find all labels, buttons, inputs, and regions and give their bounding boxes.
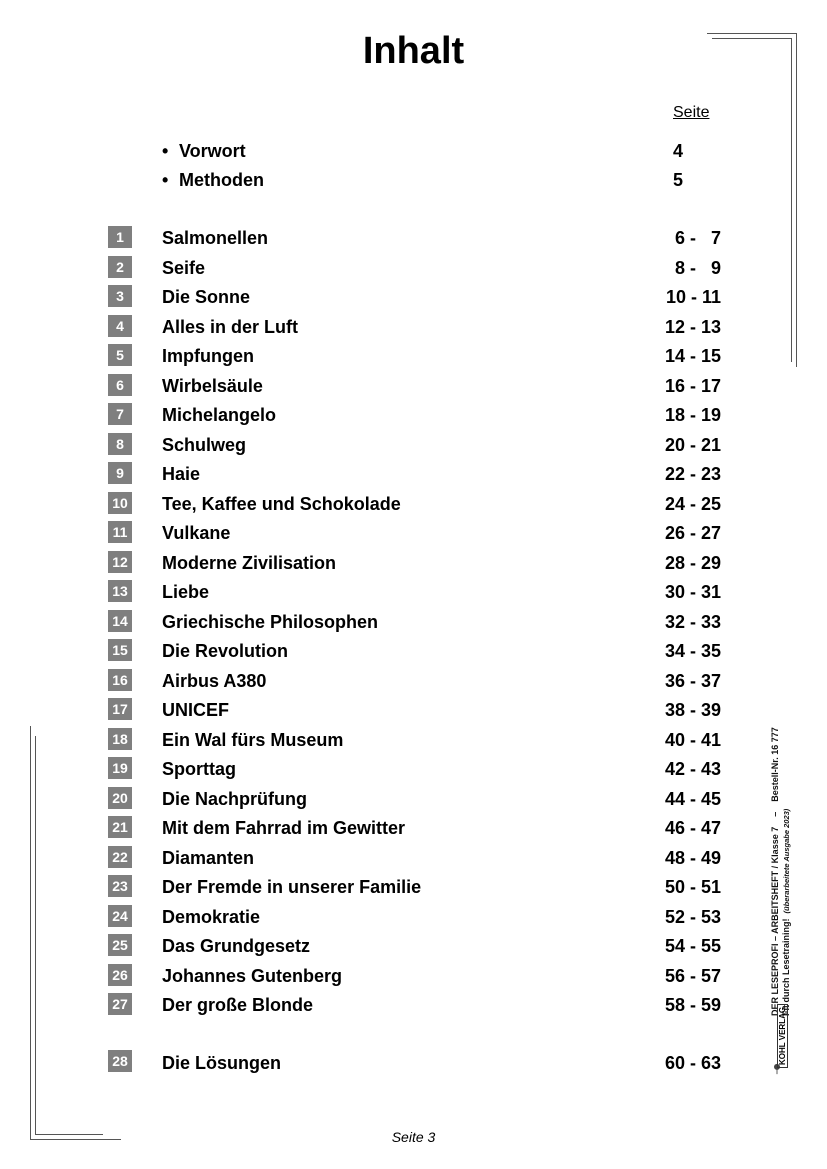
- chapter-number-badge: 4: [108, 315, 132, 337]
- chapter-pages: 50 - 51: [664, 877, 721, 897]
- chapter-pages: 28 - 29: [664, 553, 721, 573]
- chapter-number-badge: 26: [108, 964, 132, 986]
- chapter-pages: 34 - 35: [664, 641, 721, 661]
- intro-item-methoden: [162, 169, 264, 191]
- chapter-number-badge: 3: [108, 285, 132, 307]
- chapter-number-badge: 5: [108, 344, 132, 366]
- chapter-title: Haie: [162, 464, 201, 484]
- chapter-number-badge: 8: [108, 433, 132, 455]
- chapter-title: Vulkane: [162, 523, 231, 543]
- chapter-title: Moderne Zivilisation: [162, 553, 337, 573]
- chapter-title: Alles in der Luft: [162, 317, 299, 337]
- chapter-title: Airbus A380: [162, 671, 267, 691]
- chapter-pages: 14 - 15: [664, 346, 721, 366]
- chapter-title: Die Nachprüfung: [162, 789, 308, 809]
- chapter-title: Liebe: [162, 582, 210, 602]
- chapter-pages: 36 - 37: [664, 671, 721, 691]
- chapter-pages: 46 - 47: [664, 818, 721, 838]
- chapter-number-badge: 21: [108, 816, 132, 838]
- chapter-number-badge: 17: [108, 698, 132, 720]
- chapter-title: Sporttag: [162, 759, 236, 779]
- chapter-pages: 60 - 63: [664, 1053, 721, 1073]
- chapter-pages: 42 - 43: [664, 759, 721, 779]
- chapter-pages: 56 - 57: [664, 966, 721, 986]
- chapter-number-badge: 10: [108, 492, 132, 514]
- publisher-logo: KOHL VERLAG: [777, 1004, 788, 1068]
- chapter-pages: 20 - 21: [664, 435, 721, 455]
- chapter-number-badge: 24: [108, 905, 132, 927]
- chapter-number-badge: 28: [108, 1050, 132, 1072]
- chapter-title: Die Lösungen: [162, 1053, 282, 1073]
- chapter-number-badge: 27: [108, 993, 132, 1015]
- chapter-title: Michelangelo: [162, 405, 277, 425]
- chapter-number-badge: 15: [108, 639, 132, 661]
- chapter-title: Tee, Kaffee und Schokolade: [162, 494, 401, 514]
- chapter-title: Mit dem Fahrrad im Gewitter: [162, 818, 406, 838]
- page-title: Inhalt: [362, 30, 465, 72]
- chapter-title: Seife: [162, 258, 206, 278]
- frame-left-line-inner: [35, 736, 36, 1134]
- chapter-pages: 18 - 19: [664, 405, 721, 425]
- chapter-pages: 10 - 11: [665, 287, 721, 307]
- chapter-title: Impfungen: [162, 346, 254, 366]
- chapter-pages: 8 - 9: [674, 258, 721, 278]
- chapter-pages: 16 - 17: [664, 376, 721, 396]
- chapter-number-badge: 2: [108, 256, 132, 278]
- chapter-number-badge: 9: [108, 462, 132, 484]
- frame-left-line: [30, 726, 31, 1139]
- side-separator: –: [770, 811, 780, 817]
- chapter-pages: 26 - 27: [664, 523, 721, 543]
- chapter-pages: 32 - 33: [664, 612, 721, 632]
- side-line2-main: Fit durch Lesetraining!: [781, 918, 791, 1016]
- chapter-pages: 44 - 45: [664, 789, 721, 809]
- chapter-pages: 22 - 23: [664, 464, 721, 484]
- chapter-pages: 54 - 55: [664, 936, 721, 956]
- side-order-no: Bestell-Nr. 16 777: [770, 727, 780, 802]
- chapter-pages: 30 - 31: [664, 582, 721, 602]
- chapter-number-badge: 12: [108, 551, 132, 573]
- intro-page: 5: [673, 170, 684, 190]
- chapter-title: Schulweg: [162, 435, 247, 455]
- chapter-pages: 58 - 59: [664, 995, 721, 1015]
- intro-page: 4: [673, 141, 684, 161]
- chapter-pages: 38 - 39: [664, 700, 721, 720]
- chapter-number-badge: 14: [108, 610, 132, 632]
- chapter-title: Der große Blonde: [162, 995, 314, 1015]
- page-column-header: Seite: [673, 104, 710, 121]
- side-line2-note: (überarbeitete Ausgabe 2023): [782, 808, 791, 914]
- chapter-title: Die Sonne: [162, 287, 251, 307]
- side-publisher-text: [770, 676, 792, 1016]
- chapter-number-badge: 6: [108, 374, 132, 396]
- chapter-number-badge: 11: [108, 521, 132, 543]
- chapter-pages: 6 - 7: [674, 228, 721, 248]
- intro-item-vorwort: [162, 140, 246, 162]
- chapter-pages: 40 - 41: [664, 730, 721, 750]
- chapter-title: Griechische Philosophen: [162, 612, 379, 632]
- chapter-title: Das Grundgesetz: [162, 936, 311, 956]
- chapter-number-badge: 25: [108, 934, 132, 956]
- chapter-title: Demokratie: [162, 907, 261, 927]
- chapter-pages: 48 - 49: [664, 848, 721, 868]
- intro-label: Methoden: [179, 170, 264, 190]
- chapter-number-badge: 7: [108, 403, 132, 425]
- chapter-number-badge: 1: [108, 226, 132, 248]
- frame-right-line-inner: [791, 38, 792, 362]
- chapter-title: Der Fremde in unserer Familie: [162, 877, 422, 897]
- chapter-number-badge: 22: [108, 846, 132, 868]
- chapter-title: Ein Wal fürs Museum: [162, 730, 344, 750]
- chapter-number-badge: 20: [108, 787, 132, 809]
- chapter-title: Die Revolution: [162, 641, 289, 661]
- intro-label: Vorwort: [179, 141, 246, 161]
- page-footer: Seite 3: [391, 1129, 436, 1145]
- chapter-number-badge: 13: [108, 580, 132, 602]
- chapter-pages: 24 - 25: [664, 494, 721, 514]
- chapter-title: Salmonellen: [162, 228, 269, 248]
- chapter-title: UNICEF: [162, 700, 229, 720]
- chapter-pages: 12 - 13: [664, 317, 721, 337]
- bullet: •: [162, 170, 169, 190]
- chapter-title: Diamanten: [162, 848, 255, 868]
- chapter-number-badge: 18: [108, 728, 132, 750]
- bullet: •: [162, 141, 169, 161]
- chapter-title: Wirbelsäule: [162, 376, 263, 396]
- chapter-number-badge: 23: [108, 875, 132, 897]
- frame-right-line: [796, 33, 797, 367]
- chapter-number-badge: 16: [108, 669, 132, 691]
- chapter-number-badge: 19: [108, 757, 132, 779]
- chapter-title: Johannes Gutenberg: [162, 966, 343, 986]
- chapter-pages: 52 - 53: [664, 907, 721, 927]
- side-line1: DER LESEPROFI – ARBEITSHEFT / Klasse 7: [770, 826, 780, 1016]
